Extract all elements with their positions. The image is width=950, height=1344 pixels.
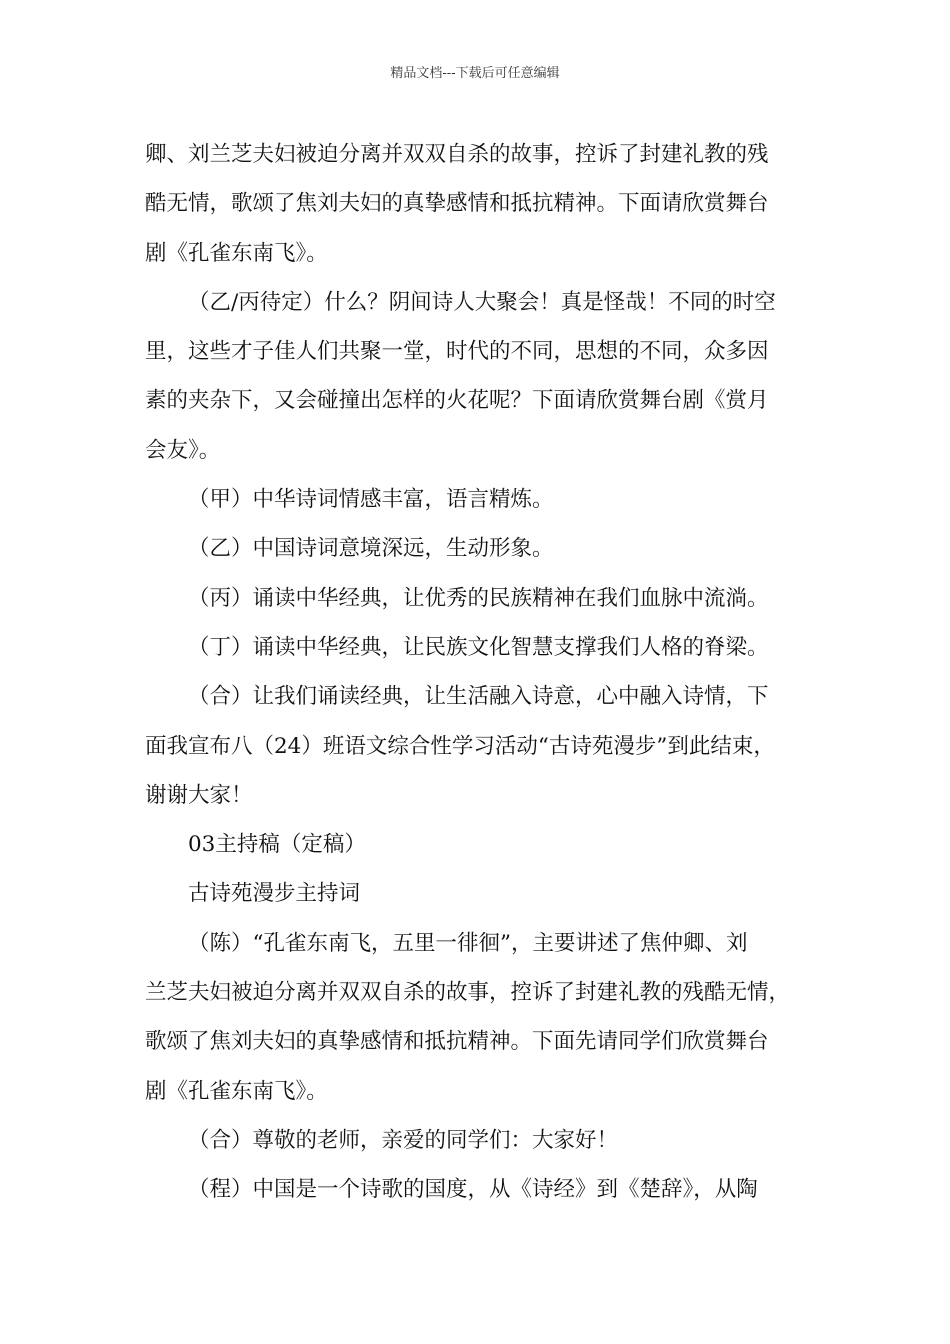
document-body bbox=[145, 130, 825, 1215]
text-line: （甲）中华诗词情感丰富，语言精炼。 bbox=[188, 487, 554, 513]
text-line: 剧《孔雀东南飞》。 bbox=[145, 1078, 328, 1104]
text-line: （丁）诵读中华经典，让民族文化智慧支撑我们人格的脊梁。 bbox=[188, 634, 769, 660]
text-line: 面我宣布八（24）班语文综合性学习活动“古诗苑漫步”到此结束， bbox=[145, 733, 775, 759]
text-line: 卿、刘兰芝夫妇被迫分离并双双自杀的故事，控诉了封建礼教的残 bbox=[145, 142, 769, 167]
text-line: 剧《孔雀东南飞》。 bbox=[145, 240, 328, 266]
text-line: 酷无情，歌颂了焦刘夫妇的真挚感情和抵抗精神。下面请欣赏舞台 bbox=[145, 191, 769, 217]
section-heading: 03主持稿（定稿） bbox=[188, 832, 366, 858]
text-line: （合）让我们诵读经典，让生活融入诗意，心中融入诗情，下 bbox=[188, 684, 769, 710]
text-line: （程）中国是一个诗歌的国度，从《诗经》到《楚辞》，从陶 bbox=[188, 1177, 758, 1203]
text-line: （乙/丙待定）什么？阴间诗人大聚会！真是怪哉！不同的时空 bbox=[188, 289, 776, 315]
text-line: 兰芝夫妇被迫分离并双双自杀的故事，控诉了封建礼教的残酷无情， bbox=[145, 980, 791, 1006]
text-line: 素的夹杂下，又会碰撞出怎样的火花呢？下面请欣赏舞台剧《赏月 bbox=[145, 388, 769, 414]
text-line: 谢谢大家！ bbox=[145, 782, 253, 808]
text-line: （丙）诵读中华经典，让优秀的民族精神在我们血脉中流淌。 bbox=[188, 585, 769, 611]
text-line: （陈）“孔雀东南飞，五里一徘徊”，主要讲述了焦仲卿、刘 bbox=[188, 930, 748, 956]
text-line: 里，这些才子佳人们共聚一堂，时代的不同，思想的不同，众多因 bbox=[145, 339, 769, 365]
section-title: 古诗苑漫步主持词 bbox=[188, 881, 361, 907]
text-line: （合）尊敬的老师，亲爱的同学们：大家好！ bbox=[188, 1127, 619, 1153]
text-line: （乙）中国诗词意境深远，生动形象。 bbox=[188, 536, 554, 562]
text-line: 歌颂了焦刘夫妇的真挚感情和抵抗精神。下面先请同学们欣赏舞台 bbox=[145, 1029, 769, 1055]
page-header: 精品文档---下载后可任意编辑 bbox=[390, 66, 560, 81]
text-line: 会友》。 bbox=[145, 437, 221, 463]
